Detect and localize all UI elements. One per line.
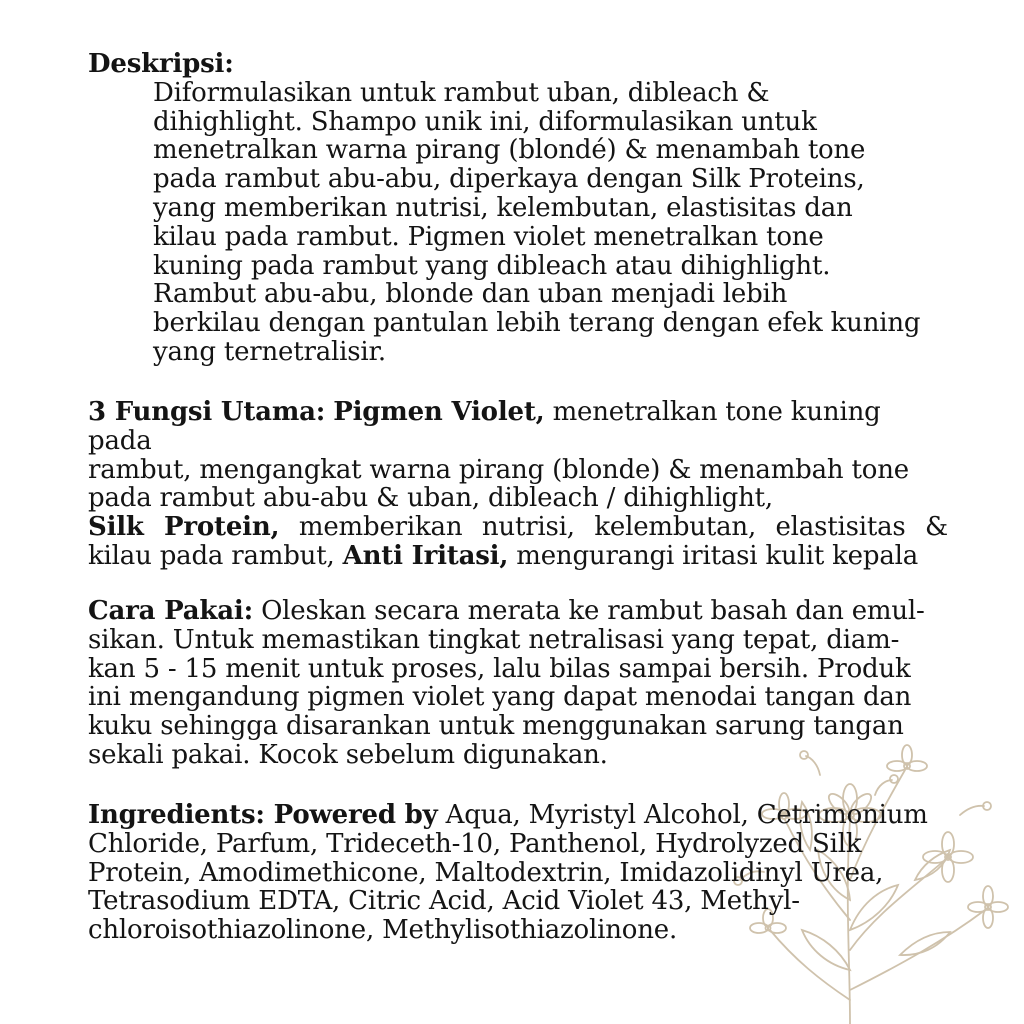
deskripsi-line: menetralkan warna pirang (blondé) & menambah tone: [153, 135, 866, 166]
anti-iritasi-label: Anti Iritasi,: [342, 540, 509, 571]
deskripsi-line: Rambut abu-abu, blonde dan uban menjadi lebih: [153, 279, 788, 310]
cara-pakai-line: ini mengandung pigmen violet yang dapat menodai tangan dan: [88, 682, 912, 713]
ingredients-line: Protein, Amodimethicone, Maltodextrin, Imidazolidinyl Urea,: [88, 857, 884, 888]
pigmen-violet-label: Pigmen Violet,: [333, 397, 545, 427]
silk-protein-text-cont: kilau pada rambut,: [88, 540, 335, 571]
ingredients-line: Tetrasodium EDTA, Citric Acid, Acid Violet 43, Methyl-: [88, 886, 800, 917]
anti-iritasi-text: mengurangi iritasi kulit kepala: [516, 540, 919, 571]
ingredients-heading: Ingredients: Powered by: [88, 800, 438, 830]
fungsi-line-2: rambut, mengangkat warna pirang (blonde) & menambah tone: [88, 454, 909, 485]
deskripsi-line: berkilau dengan pantulan lebih terang dengan efek kuning: [153, 308, 921, 339]
deskripsi-body: [153, 79, 948, 367]
silk-protein-text: memberikan nutrisi, kelembutan, elastisitas &: [298, 512, 948, 543]
deskripsi-line: pada rambut abu-abu, diperkaya dengan Silk Proteins,: [153, 164, 865, 195]
cara-pakai-line: sekali pakai. Kocok sebelum digunakan.: [88, 739, 608, 770]
cara-pakai-heading: Cara Pakai:: [88, 596, 253, 626]
ingredients-line-1: [88, 801, 948, 830]
deskripsi-line: dihighlight. Shampo unik ini, diformulasikan untuk: [153, 106, 817, 137]
cara-pakai-text: Oleskan secara merata ke rambut basah dan emul-: [261, 596, 925, 626]
fungsi-line-5: [88, 542, 948, 571]
ingredients-text: Aqua, Myristyl Alcohol, Cetrimonium: [445, 800, 928, 830]
ingredients-line: Chloride, Parfum, Trideceth-10, Panthenol, Hydrolyzed Silk: [88, 828, 862, 859]
ingredients-section: [88, 801, 948, 945]
fungsi-line-3: pada rambut abu-abu & uban, dibleach / dihighlight,: [88, 483, 773, 514]
ingredients-line: chloroisothiazolinone, Methylisothiazolinone.: [88, 915, 678, 946]
cara-pakai-line: kan 5 - 15 menit untuk proses, lalu bilas sampai bersih. Produk: [88, 653, 911, 684]
fungsi-utama-section: [88, 398, 948, 571]
cara-pakai-line-1: [88, 597, 948, 626]
deskripsi-line: yang memberikan nutrisi, kelembutan, elastisitas dan: [153, 192, 853, 223]
cara-pakai-line: kuku sehingga disarankan untuk menggunakan sarung tangan: [88, 711, 904, 742]
deskripsi-line: kuning pada rambut yang dibleach atau dihighlight.: [153, 250, 831, 281]
deskripsi-section: [88, 50, 948, 367]
cara-pakai-section: [88, 597, 948, 770]
deskripsi-heading: Deskripsi:: [88, 49, 234, 79]
cara-pakai-line: sikan. Untuk memastikan tingkat netralisasi yang tepat, diam-: [88, 624, 900, 655]
silk-protein-label: Silk Protein,: [88, 512, 280, 543]
deskripsi-line: yang ternetralisir.: [153, 336, 386, 367]
fungsi-line-1: [88, 398, 948, 456]
deskripsi-line: Diformulasikan untuk rambut uban, dibleach &: [153, 77, 770, 108]
pigmen-violet-text: menetralkan tone kuning pada: [88, 397, 881, 456]
fungsi-heading: 3 Fungsi Utama:: [88, 397, 326, 427]
deskripsi-line: kilau pada rambut. Pigmen violet menetralkan tone: [153, 221, 824, 252]
fungsi-line-4: [88, 513, 948, 542]
